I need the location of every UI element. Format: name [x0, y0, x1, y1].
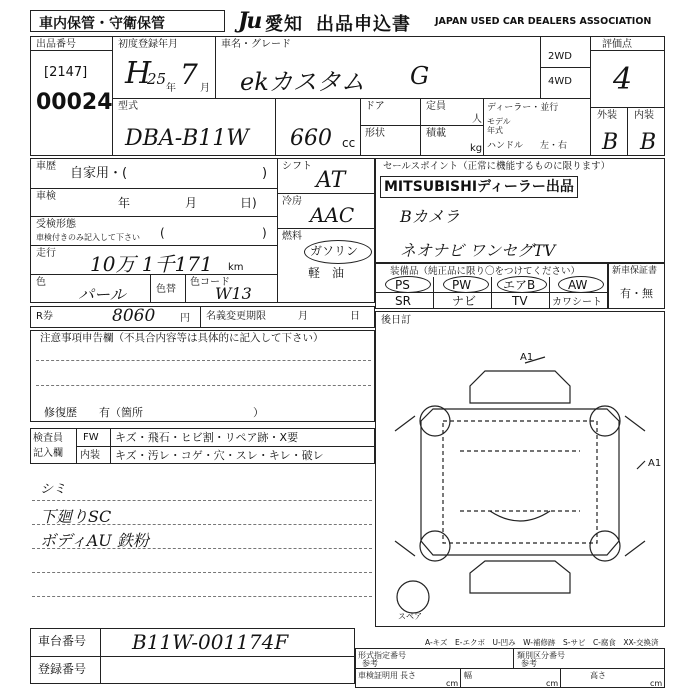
exterior-value: B	[602, 130, 619, 155]
storage-label: 車内保管・守衛保管	[39, 16, 165, 32]
equip-pw: PW	[452, 278, 472, 292]
equip-aw: AW	[568, 278, 588, 292]
color-code-value: W13	[215, 284, 252, 303]
inspector-comment-1: シミ	[40, 482, 67, 497]
selling-line2: ネオナビ ワンセグTV	[400, 241, 556, 260]
color-label: 色	[36, 277, 46, 288]
displacement-value: 660	[290, 126, 332, 151]
org-name: 愛知	[265, 14, 303, 35]
r-ticket-row	[30, 306, 375, 328]
fuel-other: 軽 油	[308, 266, 345, 280]
equipment-label: 装備品（純正品に限り〇をつけてください）	[390, 266, 581, 277]
regno-label: 登録番号	[38, 662, 87, 676]
r-ticket-label: R券	[36, 311, 53, 322]
registration-label: 初度登録年月	[118, 39, 178, 50]
selling-label: セールスポイント（正常に機能するものに限ります）	[383, 161, 611, 172]
ref-label-2: 参考	[521, 659, 537, 668]
model-year-label-2: 年式	[487, 126, 503, 135]
inspection-month: 月	[185, 196, 198, 210]
mileage-value: 10万 1千171	[90, 252, 213, 276]
r-ticket-unit: 円	[180, 313, 190, 324]
ju-logo: Ju	[238, 8, 261, 34]
shift-label: シフト	[282, 161, 312, 172]
dealer-badge: MITSUBISHIディーラー出品	[380, 176, 578, 198]
chassis-label: 車台番号	[38, 634, 87, 648]
drive-2wd: 2WD	[548, 51, 572, 62]
car-name-label: 車名・グレード	[221, 39, 291, 50]
inspect-form-close: )	[262, 226, 267, 240]
mark-right: A1	[648, 458, 662, 469]
fuel-label: 燃料	[282, 231, 302, 242]
warranty-value: 有・無	[620, 287, 653, 300]
cooler-value: AAC	[310, 203, 355, 227]
color-value: パール	[78, 285, 126, 304]
dealer-parallel: ディーラー・並行	[487, 103, 559, 113]
equip-airbag-circle	[497, 276, 547, 293]
name-change-label: 名義変更期限	[206, 311, 266, 322]
width-label: 幅	[464, 671, 472, 680]
mileage-label: 走行	[36, 248, 56, 259]
damage-legend: A-キズ E-エクボ U-凹み W-補修跡 S-サビ C-腐食 XX-交換済	[425, 638, 659, 647]
fw-label: FW	[83, 432, 99, 443]
form-desc-label: 形式指定番号	[358, 651, 406, 660]
exterior-label: 外装	[597, 110, 617, 121]
doc-label: 車検証明用	[358, 671, 398, 680]
lot-number: 00024	[36, 90, 113, 115]
notes-label: 注意事項申告欄（不具合内容等は具体的に記入して下さい）	[40, 332, 324, 344]
height-label: 高さ	[590, 671, 606, 680]
score-label: 評価点	[602, 39, 632, 50]
storage-label-box	[30, 10, 225, 32]
name-change-month: 月	[298, 311, 308, 322]
fuel-circle	[304, 240, 372, 264]
color-change-label: 色替	[156, 284, 176, 295]
interior-inspect-label: 内装	[80, 450, 100, 461]
lot-code: [2147]	[44, 65, 88, 80]
cooler-label: 冷房	[282, 196, 302, 207]
equip-ps-circle	[385, 276, 431, 293]
history-value: 自家用・(	[70, 166, 128, 181]
registration-year-unit: 年	[166, 83, 176, 94]
inspector-comment-3: ボディAU 鉄粉	[40, 531, 149, 550]
model-value: DBA-B11W	[125, 126, 249, 151]
history-close: )	[262, 166, 268, 181]
spare-label: スペア	[398, 612, 422, 621]
history-label: 車歴	[36, 161, 56, 172]
inspection-year: 年	[118, 196, 131, 210]
inspect-form-open: (	[160, 226, 165, 240]
length-label: 長さ	[400, 671, 416, 680]
equip-aw-circle	[558, 276, 604, 293]
repair-history: 修復歴 有（箇所 ）	[44, 406, 264, 419]
form-title: 出品申込書	[316, 14, 411, 35]
width-unit: cm	[546, 679, 559, 688]
drive-4wd: 4WD	[548, 76, 572, 87]
interior-value: B	[640, 130, 657, 155]
load-label: 積載	[426, 128, 446, 139]
score-value: 4	[613, 62, 633, 97]
r-ticket-value: 8060	[112, 306, 156, 326]
model-year-label-1: モデル	[487, 117, 511, 126]
handle-label: ハンドル	[487, 141, 524, 151]
inspection-label: 車検	[36, 191, 56, 202]
name-change-day: 日	[350, 311, 360, 322]
class-desc-label: 類別区分番号	[517, 651, 565, 660]
selling-line1: Bカメラ	[400, 207, 460, 226]
inspector-comment-2: 下廻りSC	[40, 507, 112, 526]
car-grade-value: G	[410, 62, 430, 90]
color-code-label: 色コード	[190, 277, 230, 288]
registration-year: 25	[147, 70, 167, 88]
inspect-form-note: 車検付きのみ記入して下さい	[36, 233, 140, 242]
equip-pw-circle	[443, 276, 489, 293]
lot-label: 出品番号	[36, 39, 76, 50]
chassis-value: B11W-001174F	[132, 630, 289, 654]
capacity-unit: 人	[472, 114, 482, 125]
fuel-value: ガソリン	[310, 244, 359, 258]
interior-label: 内装	[634, 110, 654, 121]
displacement-unit: cc	[342, 136, 356, 150]
shift-value: AT	[316, 168, 346, 193]
equip-ps: PS	[395, 278, 410, 292]
inspector-label-2: 記入欄	[33, 448, 63, 459]
car-name-value: ekカスタム	[240, 68, 365, 96]
length-unit: cm	[446, 679, 459, 688]
inspection-day: 日)	[240, 196, 257, 210]
inspector-label-1: 検査員	[33, 433, 63, 444]
rear-seat-label: 後日訂	[381, 315, 411, 326]
association-name: JAPAN USED CAR DEALERS ASSOCIATION	[435, 16, 652, 27]
capacity-label: 定員	[426, 101, 446, 112]
equip-sr: SR	[395, 294, 411, 308]
interior-inspect-text: キズ・汚レ・コゲ・穴・スレ・キレ・破レ	[115, 449, 324, 462]
model-label: 型式	[118, 101, 138, 112]
shape-label: 形状	[365, 128, 385, 139]
equip-navi: ナビ	[452, 294, 477, 308]
inspect-form-label: 受検形態	[36, 219, 76, 230]
fw-text: キズ・飛石・ヒビ割・リペア跡・X要	[115, 431, 299, 444]
equip-tv: TV	[512, 294, 528, 308]
equip-airbag: エアB	[503, 278, 536, 292]
registration-era: H	[125, 56, 152, 91]
mileage-unit: km	[228, 262, 244, 273]
registration-month-unit: 月	[200, 83, 210, 94]
equip-leather: カワシート	[552, 297, 602, 308]
registration-month: 7	[180, 58, 198, 91]
handle-value: 左・右	[540, 141, 568, 151]
load-unit: kg	[470, 143, 483, 154]
ref-label-1: 参考	[362, 659, 378, 668]
height-unit: cm	[650, 679, 663, 688]
warranty-label: 新車保証書	[612, 266, 658, 276]
doors-label: ドア	[365, 101, 385, 112]
mark-top: A1	[520, 352, 534, 363]
